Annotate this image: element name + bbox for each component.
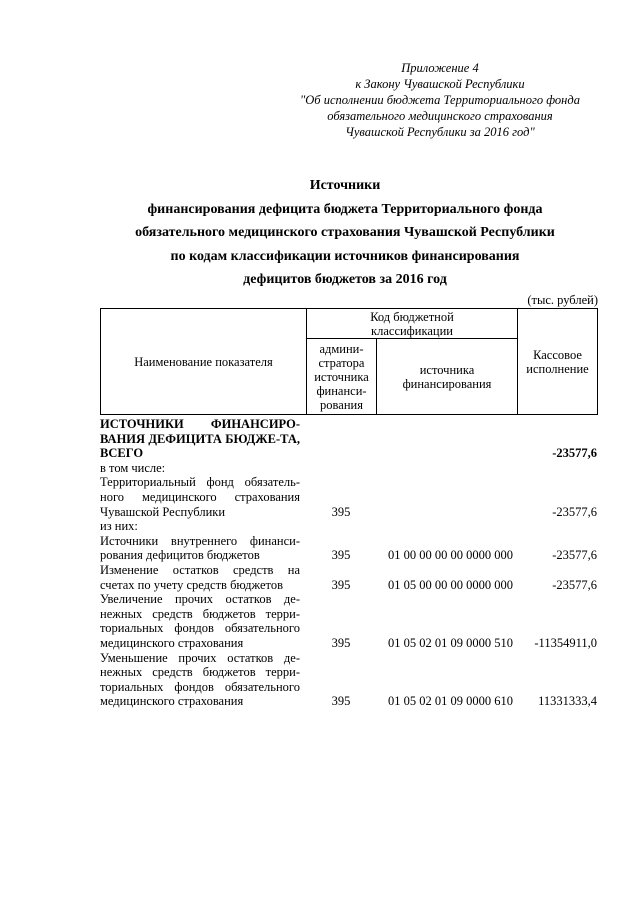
- row-source-code: [376, 519, 517, 534]
- row-name: Уменьшение прочих остатков де-нежных средств бюджетов терри-ториальных фондов обязательного медицинского страхования: [100, 650, 300, 709]
- row-amount: -23577,6: [552, 446, 597, 461]
- row-admin-code: 395: [331, 635, 351, 650]
- appendix-line-3: "Об исполнении бюджета Территориального фонда: [300, 93, 580, 107]
- header-code: Код бюджетной классификации: [307, 309, 518, 339]
- table-row: [100, 651, 597, 709]
- row-name: из них:: [100, 519, 138, 534]
- row-amount: -23577,6: [552, 548, 597, 563]
- appendix-line-1: Приложение 4: [401, 61, 479, 75]
- row-admin-code: 395: [331, 504, 351, 519]
- row-amount: 11331333,4: [538, 694, 597, 709]
- table-row: [100, 592, 597, 650]
- row-admin-code: 395: [331, 694, 351, 709]
- row-source-code: 01 05 02 01 09 0000 510: [388, 635, 513, 650]
- appendix-line-4: обязательного медицинского страхования: [327, 109, 553, 123]
- title-line-4: по кодам классификации источников финансирования: [170, 248, 520, 264]
- table-row: [100, 417, 597, 461]
- header-amount: Кассовое исполнение: [518, 309, 598, 415]
- header-name: Наименование показателя: [101, 309, 307, 415]
- row-name: Источники внутреннего финанси-рования дефицитов бюджетов: [100, 533, 300, 563]
- table-row: [100, 519, 597, 534]
- row-name: ИСТОЧНИКИ ФИНАНСИРО-ВАНИЯ ДЕФИЦИТА БЮДЖЕ-ТА, ВСЕГО: [100, 417, 300, 461]
- units-label: (тыс. рублей): [527, 293, 598, 307]
- row-admin-code: [306, 461, 376, 476]
- row-source-code: [376, 461, 517, 476]
- appendix-line-2: к Закону Чувашской Республики: [355, 77, 525, 91]
- row-name: Увеличение прочих остатков де-нежных средств бюджетов терри-ториальных фондов обязательного медицинского страхования: [100, 592, 300, 650]
- table-header: [100, 308, 598, 415]
- table-row: [100, 534, 597, 563]
- title-line-5: дефицитов бюджетов за 2016 год: [243, 272, 447, 287]
- sources-table: [100, 417, 597, 709]
- row-amount: [517, 519, 597, 534]
- row-amount: -23577,6: [552, 577, 597, 592]
- document-title: [90, 174, 600, 292]
- row-source-code: [376, 475, 517, 519]
- title-line-2: финансирования дефицита бюджета Территориального фонда: [147, 201, 543, 217]
- header-admin: админи-стратора источника финанси-рования: [307, 339, 377, 415]
- appendix-line-5: Чувашской Республики за 2016 год": [345, 125, 535, 139]
- row-admin-code: [306, 519, 376, 534]
- row-source-code: 01 00 00 00 00 0000 000: [388, 548, 513, 563]
- table-row: [100, 563, 597, 592]
- table-row: [100, 475, 597, 519]
- row-admin-code: [306, 417, 376, 461]
- row-name: Территориальный фонд обязатель-ного медицинского страхования Чувашской Республики: [100, 475, 300, 519]
- title-line-1: Источники: [309, 178, 381, 193]
- row-source-code: 01 05 00 00 00 0000 000: [388, 577, 513, 592]
- table-row: [100, 461, 597, 476]
- title-line-3: обязательного медицинского страхования Чувашской Республики: [135, 225, 555, 240]
- row-amount: [517, 461, 597, 476]
- row-name: в том числе:: [100, 460, 166, 475]
- row-amount: -23577,6: [552, 504, 597, 519]
- row-source-code: [376, 417, 517, 461]
- row-source-code: 01 05 02 01 09 0000 610: [388, 694, 513, 709]
- row-amount: -11354911,0: [534, 635, 597, 650]
- header-source: источника финансирования: [377, 339, 518, 415]
- row-admin-code: 395: [331, 548, 351, 563]
- appendix-block: [250, 60, 630, 140]
- row-name: Изменение остатков средств на счетах по учету средств бюджетов: [100, 562, 300, 592]
- row-admin-code: 395: [331, 577, 351, 592]
